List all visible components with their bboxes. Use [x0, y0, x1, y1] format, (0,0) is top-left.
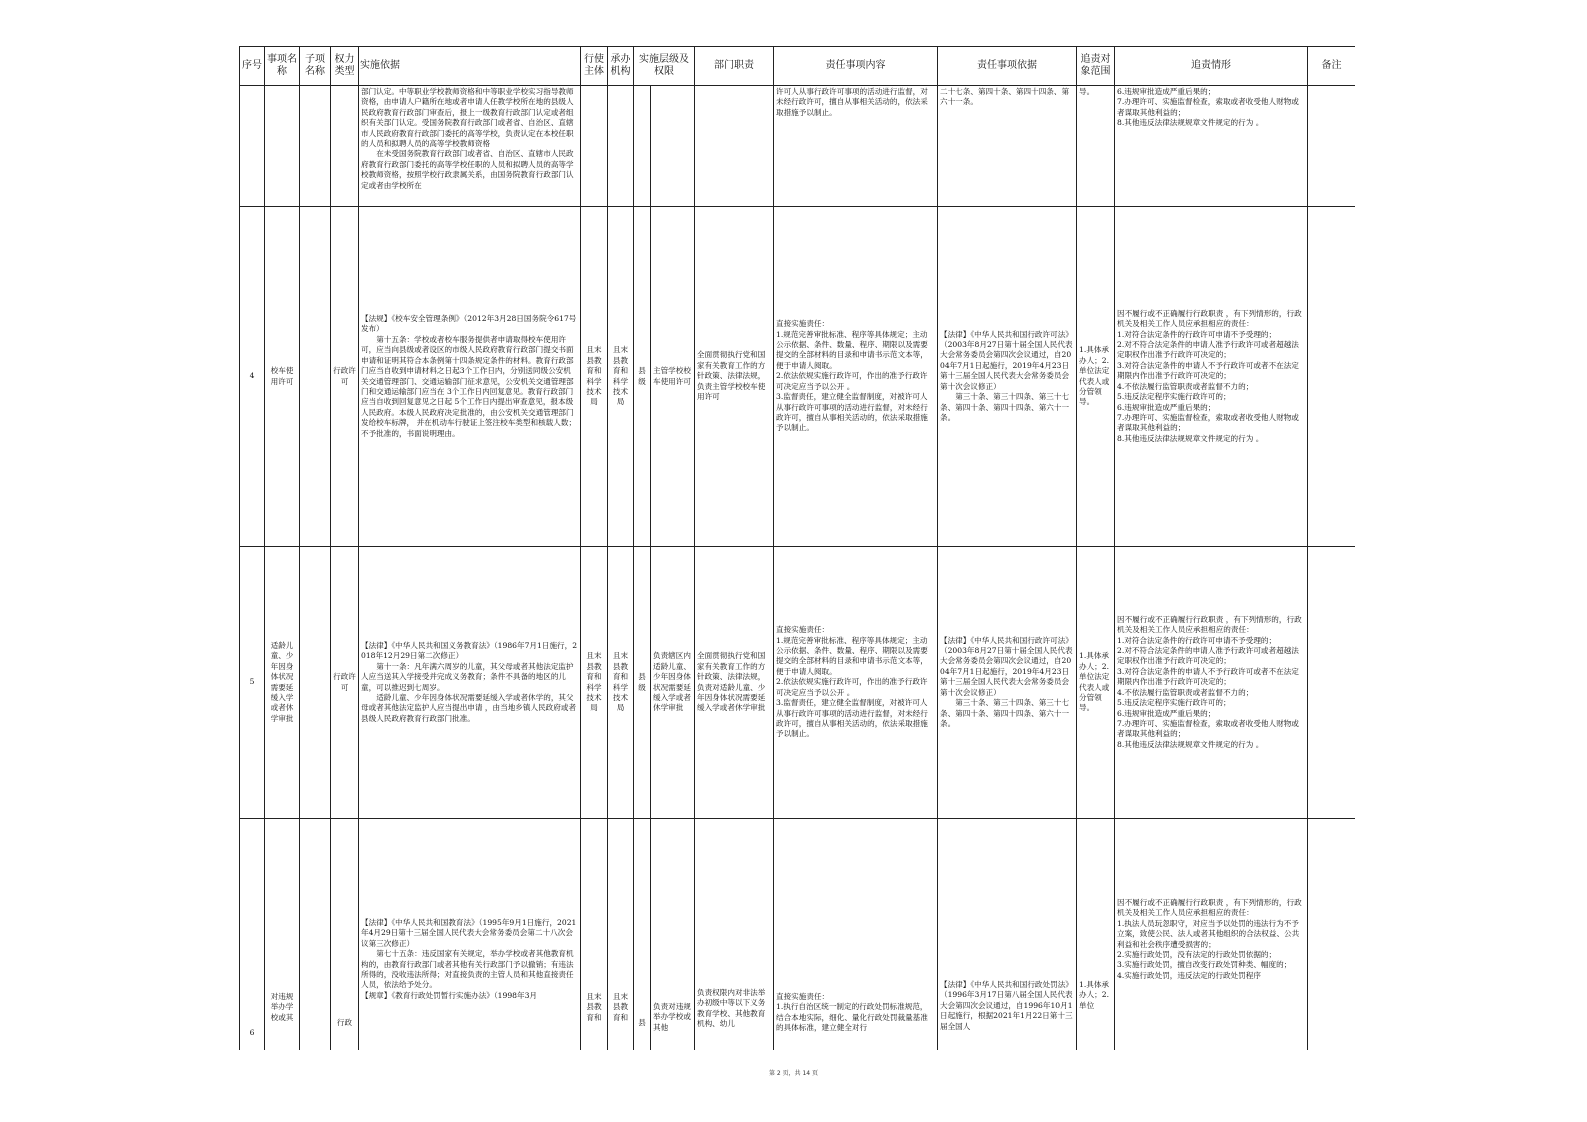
cont-basis-line: 在未受国务院教育行政部门或者省、自治区、直辖市人民政府教育行政部门委托的高等学校任职的人员和拟聘人员的高等学校教师资格，按照学校行政隶属关系，由国务院教育行政部门认定或者由学校所在 [361, 149, 574, 190]
account-case: 4.实施行政处罚，违反法定的行政处罚程序 [1117, 970, 1261, 980]
row-item-name: 适龄儿童、少年因身体状况需要延缓入学或者休学审批 [265, 547, 300, 819]
header-resp-content: 责任事项内容 [774, 47, 938, 86]
document-page [239, 46, 1355, 1050]
account-case: 2.对不符合法定条件的申请人准予行政许可或者超越法定职权作出准予行政许可决定的； [1117, 340, 1299, 360]
cont-resp-content-text: 许可人从事行政许可事项的活动进行监督，对未经行政许可，擅自从事相关活动的，依法采取措施予以制止。 [776, 87, 928, 117]
account-case: 7.办理许可、实施监督检查，索取或者收受他人财物或者谋取其他利益的； [1117, 718, 1299, 739]
row-resp-basis [938, 207, 1077, 547]
account-case: 6.违规审批造成严重后果的； [1117, 402, 1216, 412]
row-level-duty: 负责辖区内适龄儿童、少年因身体状况需要延缓入学或者休学审批 [651, 547, 695, 819]
row-level: 县级 [634, 547, 651, 819]
row-account-cases [1115, 547, 1308, 819]
row-basis [359, 819, 581, 1051]
cont-resp-basis [938, 86, 1077, 207]
row-dept-duty: 全面贯彻执行党和国家有关教育工作的方针政策、法律法规，负责主管学校校车使用许可 [695, 207, 774, 547]
resp-content-line: 2.依法依规实施行政许可，作出的准予行政许可决定应当予以公开 。 [776, 371, 928, 391]
row-level-text: 县 [638, 1018, 646, 1027]
row-basis [359, 207, 581, 547]
account-case: 8.其他违反法律法规规章文件规定的行为 。 [1117, 433, 1264, 443]
cont-resp-content [774, 86, 938, 207]
account-case: 4.不依法履行监管职责或者监督不力的； [1117, 381, 1254, 391]
basis-line: 第七十五条：违反国家有关规定，举办学校或者其他教育机构的，由教育行政部门或者其他有关行政部门予以撤销；有违法所得的，没收违法所得；对直接负责的主管人员和其他直接责任人员，依法给予处分。 [361, 949, 574, 990]
basis-line: 第十五条：学校或者校车服务提供者申请取得校车使用许可，应当向县级或者设区的市级人民政府教育行政部门提交书面申请和证明其符合本条例第十四条规定条件的材料。教育行政部门应当自收到申请材料之日起3个工作日内，分别送同级公安机关交通管理部门、交通运输部门征求意见，公安机关交通管理部门和交通运输部门应当在 3个工作日内回复意见。教育行政部门应当自收到回复意见之日起 5个工作日内提出审查意见，报本级人民政府。本级人民政府决定批准的，由公安机关交通管理部门发给校车标牌， 并在机动车行驶证上签注校车类型和核载人数；不予批准的，书面说明理由。 [361, 334, 577, 438]
row-dept-duty-text: 负责权限内对非法举办初级中等以下义务教育学校、其他教育机构、幼儿 [697, 988, 766, 1029]
basis-line: 【规章】《教育行政处罚暂行实施办法》（1998年3月 [361, 990, 538, 1000]
row-level-duty: 主管学校校车使用许可 [651, 207, 695, 547]
row-remark [1308, 819, 1356, 1051]
resp-basis-line: 第三十条、第三十四条、第三十七条、第四十条、第四十四条、第六十一条。 [940, 392, 1070, 422]
header-basis: 实施依据 [359, 47, 581, 86]
row-basis [359, 547, 581, 819]
account-case: 3.对符合法定条件的申请人不予行政许可或者不在法定期限内作出准予行政许可决定的； [1117, 360, 1299, 381]
row-sub-name [300, 207, 331, 547]
row-undertaker: 且末县教育和科学技术局 [608, 547, 634, 819]
cont-account-case: 6.违规审批造成严重后果的； [1117, 87, 1216, 96]
basis-line: 第十一条：凡年满六周岁的儿童，其父母或者其他法定监护人应当送其入学接受并完成义务教育；条件不具备的地区的儿童，可以推迟到七周岁。 [361, 661, 574, 692]
row-seq: 4 [240, 207, 265, 547]
resp-basis-line: 【法律】《中华人民共和国行政处罚法》（1996年3月17日第八届全国人民代表大会第四次会议通过，自1996年10月1日起施行，根据2021年1月22日第十三届全国人 [940, 980, 1073, 1031]
row-item-name: 校车使用许可 [265, 207, 300, 547]
row-level-duty-text: 负责对违规举办学校或其他 [653, 1002, 691, 1032]
account-case: 5.违反法定程序实施行政许可的； [1117, 698, 1231, 708]
resp-content-line: 1.执行自治区统一制定的行政处罚标准规范，结合本地实际，细化、量化行政处罚裁量基准的具体标准，建立健全对行 [776, 1002, 928, 1033]
account-case: 8.其他违反法律法规规章文件规定的行为 。 [1117, 739, 1264, 749]
resp-basis-line: 第三十条、第三十四条、第三十七条、第四十条、第四十四条、第六十一条。 [940, 698, 1070, 728]
power-list-table [239, 46, 1355, 1050]
row-seq: 5 [240, 547, 265, 819]
account-case: 4.不依法履行监管职责或者监督不力的； [1117, 687, 1254, 697]
row-undertaker: 且末县教育和科学技术局 [608, 207, 634, 547]
row-account-scope: 1.具体承办人；2.单位法定代表人或分管领导。 [1077, 547, 1115, 819]
row-power-type [331, 819, 359, 1051]
account-case: 因不履行或不正确履行行政职责 ，有下列情形的，行政机关及相关工作人员应承担相应的责任： [1117, 614, 1302, 635]
table-row [240, 547, 1356, 819]
row-exec-subject: 且末县教育和科学技术局 [581, 207, 608, 547]
row-account-cases [1115, 819, 1308, 1051]
row-remark [1308, 207, 1356, 547]
account-case: 3.对符合法定条件的申请人不予行政许可或者不在法定期限内作出准予行政许可决定的； [1117, 666, 1299, 687]
resp-basis-line: 【法律】《中华人民共和国行政许可法》（2003年8月27日第十届全国人民代表大会常务委员会第四次会议通过，自2004年7月1日起施行，2019年4月23日第十三届全国人民代表大会常务委员会第十次会议修正） [940, 635, 1073, 697]
row-item-name [265, 819, 300, 1051]
row-power-type-text: 行政 [336, 1018, 353, 1027]
resp-basis-line: 【法律】《中华人民共和国行政许可法》（2003年8月27日第十届全国人民代表大会常务委员会第四次会议通过，自2004年7月1日起施行，2019年4月23日第十三届全国人民代表大会常务委员会第十次会议修正） [940, 329, 1073, 391]
header-account-cases: 追责情形 [1115, 47, 1308, 86]
row-seq-text: 6 [249, 1028, 255, 1037]
row-remark [1308, 547, 1356, 819]
account-case: 因不履行或不正确履行行政职责 ，有下列情形的，行政机关及相关工作人员应承担相应的责任： [1117, 898, 1302, 918]
row-account-scope [1077, 819, 1115, 1051]
row-undertaker [608, 819, 634, 1051]
row-sub-name [300, 547, 331, 819]
basis-line: 【法律】《中华人民共和国教育法》（1995年9月1日施行，2021年4月29日第十三届全国人民代表大会常务委员会第二十八次会议第三次修正） [361, 918, 577, 948]
row-resp-basis [938, 547, 1077, 819]
cont-account-scope-text: 导。 [1079, 87, 1095, 96]
header-power-type: 权力类型 [331, 47, 359, 86]
account-case: 5.违反法定程序实施行政许可的； [1117, 392, 1231, 402]
resp-content-line: 直接实施责任： [776, 625, 830, 635]
resp-content-line: 1.规范完善审批标准、程序等具体规定；主动公示依据、条件、数量、程序、期限以及需要提交的全部材料的目录和申请书示范文本等，便于申请人阅取。 [776, 329, 928, 370]
row-exec-subject: 且末县教育和科学技术局 [581, 547, 608, 819]
row-sub-name [300, 819, 331, 1051]
row-power-type: 行政许可 [331, 547, 359, 819]
row-resp-content [774, 547, 938, 819]
account-case: 7.办理许可、实施监督检查，索取或者收受他人财物或者谋取其他利益的； [1117, 412, 1299, 433]
header-seq: 序号 [240, 47, 265, 86]
header-dept-duty: 部门职责 [695, 47, 774, 86]
row-level: 县级 [634, 207, 651, 547]
basis-line: 【法律】《中华人民共和国义务教育法》（1986年7月1日施行，2018年12月29日第二次修正） [361, 640, 578, 661]
header-resp-basis: 责任事项依据 [938, 47, 1077, 86]
row-level-duty [651, 819, 695, 1051]
row-seq [240, 819, 265, 1051]
header-remark: 备注 [1308, 47, 1356, 86]
cont-basis-line: 部门认定。中等职业学校教师资格和中等职业学校实习指导教师资格，由申请人户籍所在地或者申请人任教学校所在地的县级人民政府教育行政部门审查后，报上一级教育行政部门认定或者组织有关部门认定。受国务院教育行政部门或者省、自治区、直辖市人民政府教育行政部门委托的高等学校，负责认定在本校任职的人员和拟聘人员的高等学校教师资格 [361, 87, 574, 149]
row-account-scope-text: 1.具体承办人；2.单位 [1079, 980, 1110, 1010]
header-level: 实施层级及权限 [634, 47, 695, 86]
row-undertaker-text: 且末县教育和 [612, 992, 629, 1022]
row-power-type: 行政许可 [331, 207, 359, 547]
basis-line: 适龄儿童、少年因身体状况需要延缓入学或者休学的，其父母或者其他法定监护人应当提出申请 ，由当地乡镇人民政府或者县级人民政府教育行政部门批准。 [361, 692, 577, 723]
cont-account-cases [1115, 86, 1308, 207]
table-row [240, 207, 1356, 547]
basis-line: 【法规】《校车安全管理条例》（2012年3月28日国务院令617号发布） [361, 314, 577, 334]
header-exec-subject: 行使主体 [581, 47, 608, 86]
row-exec-subject-text: 且末县教育和 [586, 992, 602, 1022]
header-account-scope: 追责对象范围 [1077, 47, 1115, 86]
row-resp-basis [938, 819, 1077, 1051]
cont-account-case: 8.其他违反法律法规规章文件规定的行为 。 [1117, 118, 1264, 128]
resp-content-line: 3.监督责任，建立健全监督制度，对被许可人从事行政许可事项的活动进行监督，对未经行政许可，擅自从事相关活动的，依法采取措施予以制止。 [776, 392, 928, 433]
row-dept-duty: 全面贯彻执行党和国家有关教育工作的方针政策、法律法规，负责对适龄儿童、少年因身体状况需要延缓入学或者休学审批 [695, 547, 774, 819]
row-resp-content [774, 819, 938, 1051]
row-exec-subject [581, 819, 608, 1051]
cont-resp-basis-text: 二十七条、第四十条、第四十四条、第六十一条。 [940, 87, 1070, 107]
header-row [240, 47, 1356, 86]
cont-basis-cell [359, 86, 581, 207]
resp-content-line: 直接实施责任： [776, 992, 830, 1001]
row-account-cases [1115, 207, 1308, 547]
header-sub-name: 子项名称 [300, 47, 331, 86]
account-case: 3.实施行政处罚，擅自改变行政处罚种类、幅度的； [1117, 960, 1292, 970]
resp-content-line: 1.规范完善审批标准、程序等具体规定；主动公示依据、条件、数量、程序、期限以及需要提交的全部材料的目录和申请书示范文本等，便于申请人阅取。 [776, 635, 928, 676]
account-case: 2.对不符合法定条件的申请人准予行政许可或者超越法定职权作出准予行政许可决定的； [1117, 646, 1299, 666]
resp-content-line: 3.监督责任，建立健全监督制度，对被许可人从事行政许可事项的活动进行监督，对未经行政许可，擅自从事相关活动的，依法采取措施予以制止。 [776, 698, 928, 739]
account-case: 1.对符合法定条件的行政许可申请不予受理的； [1117, 329, 1277, 339]
table-row [240, 819, 1356, 1051]
account-case: 6.违规审批造成严重后果的； [1117, 708, 1216, 718]
row-item-name-text: 对违规举办学校或其 [270, 992, 294, 1022]
row-dept-duty [695, 819, 774, 1051]
row-account-scope: 1.具体承办人；2.单位法定代表人或分管领导。 [1077, 207, 1115, 547]
cont-account-scope [1077, 86, 1115, 207]
continuation-row [240, 86, 1356, 207]
cont-account-case: 7.办理许可、实施监督检查，索取或者收受他人财物或者谋取其他利益的； [1117, 97, 1299, 117]
resp-content-line: 2.依法依规实施行政许可，作出的准予行政许可决定应当予以公开 。 [776, 677, 928, 697]
row-resp-content [774, 207, 938, 547]
account-case: 因不履行或不正确履行行政职责 ，有下列情形的，行政机关及相关工作人员应承担相应的责任： [1117, 308, 1302, 329]
account-case: 2.实施行政处罚，没有法定的行政处罚依据的； [1117, 950, 1277, 960]
account-case: 1.执法人员玩忽职守，对应当予以处罚的违法行为不予立案，致使公民、法人或者其他组织的合法权益、公共利益和社会秩序遭受损害的； [1117, 918, 1300, 949]
header-item-name: 事项名称 [265, 47, 300, 86]
header-undertaker: 承办机构 [608, 47, 634, 86]
resp-content-line: 直接实施责任： [776, 319, 830, 329]
row-level [634, 819, 651, 1051]
page-footer: 第 2 页，共 14 页 [768, 1070, 819, 1077]
account-case: 1.对符合法定条件的行政许可申请不予受理的； [1117, 635, 1277, 645]
